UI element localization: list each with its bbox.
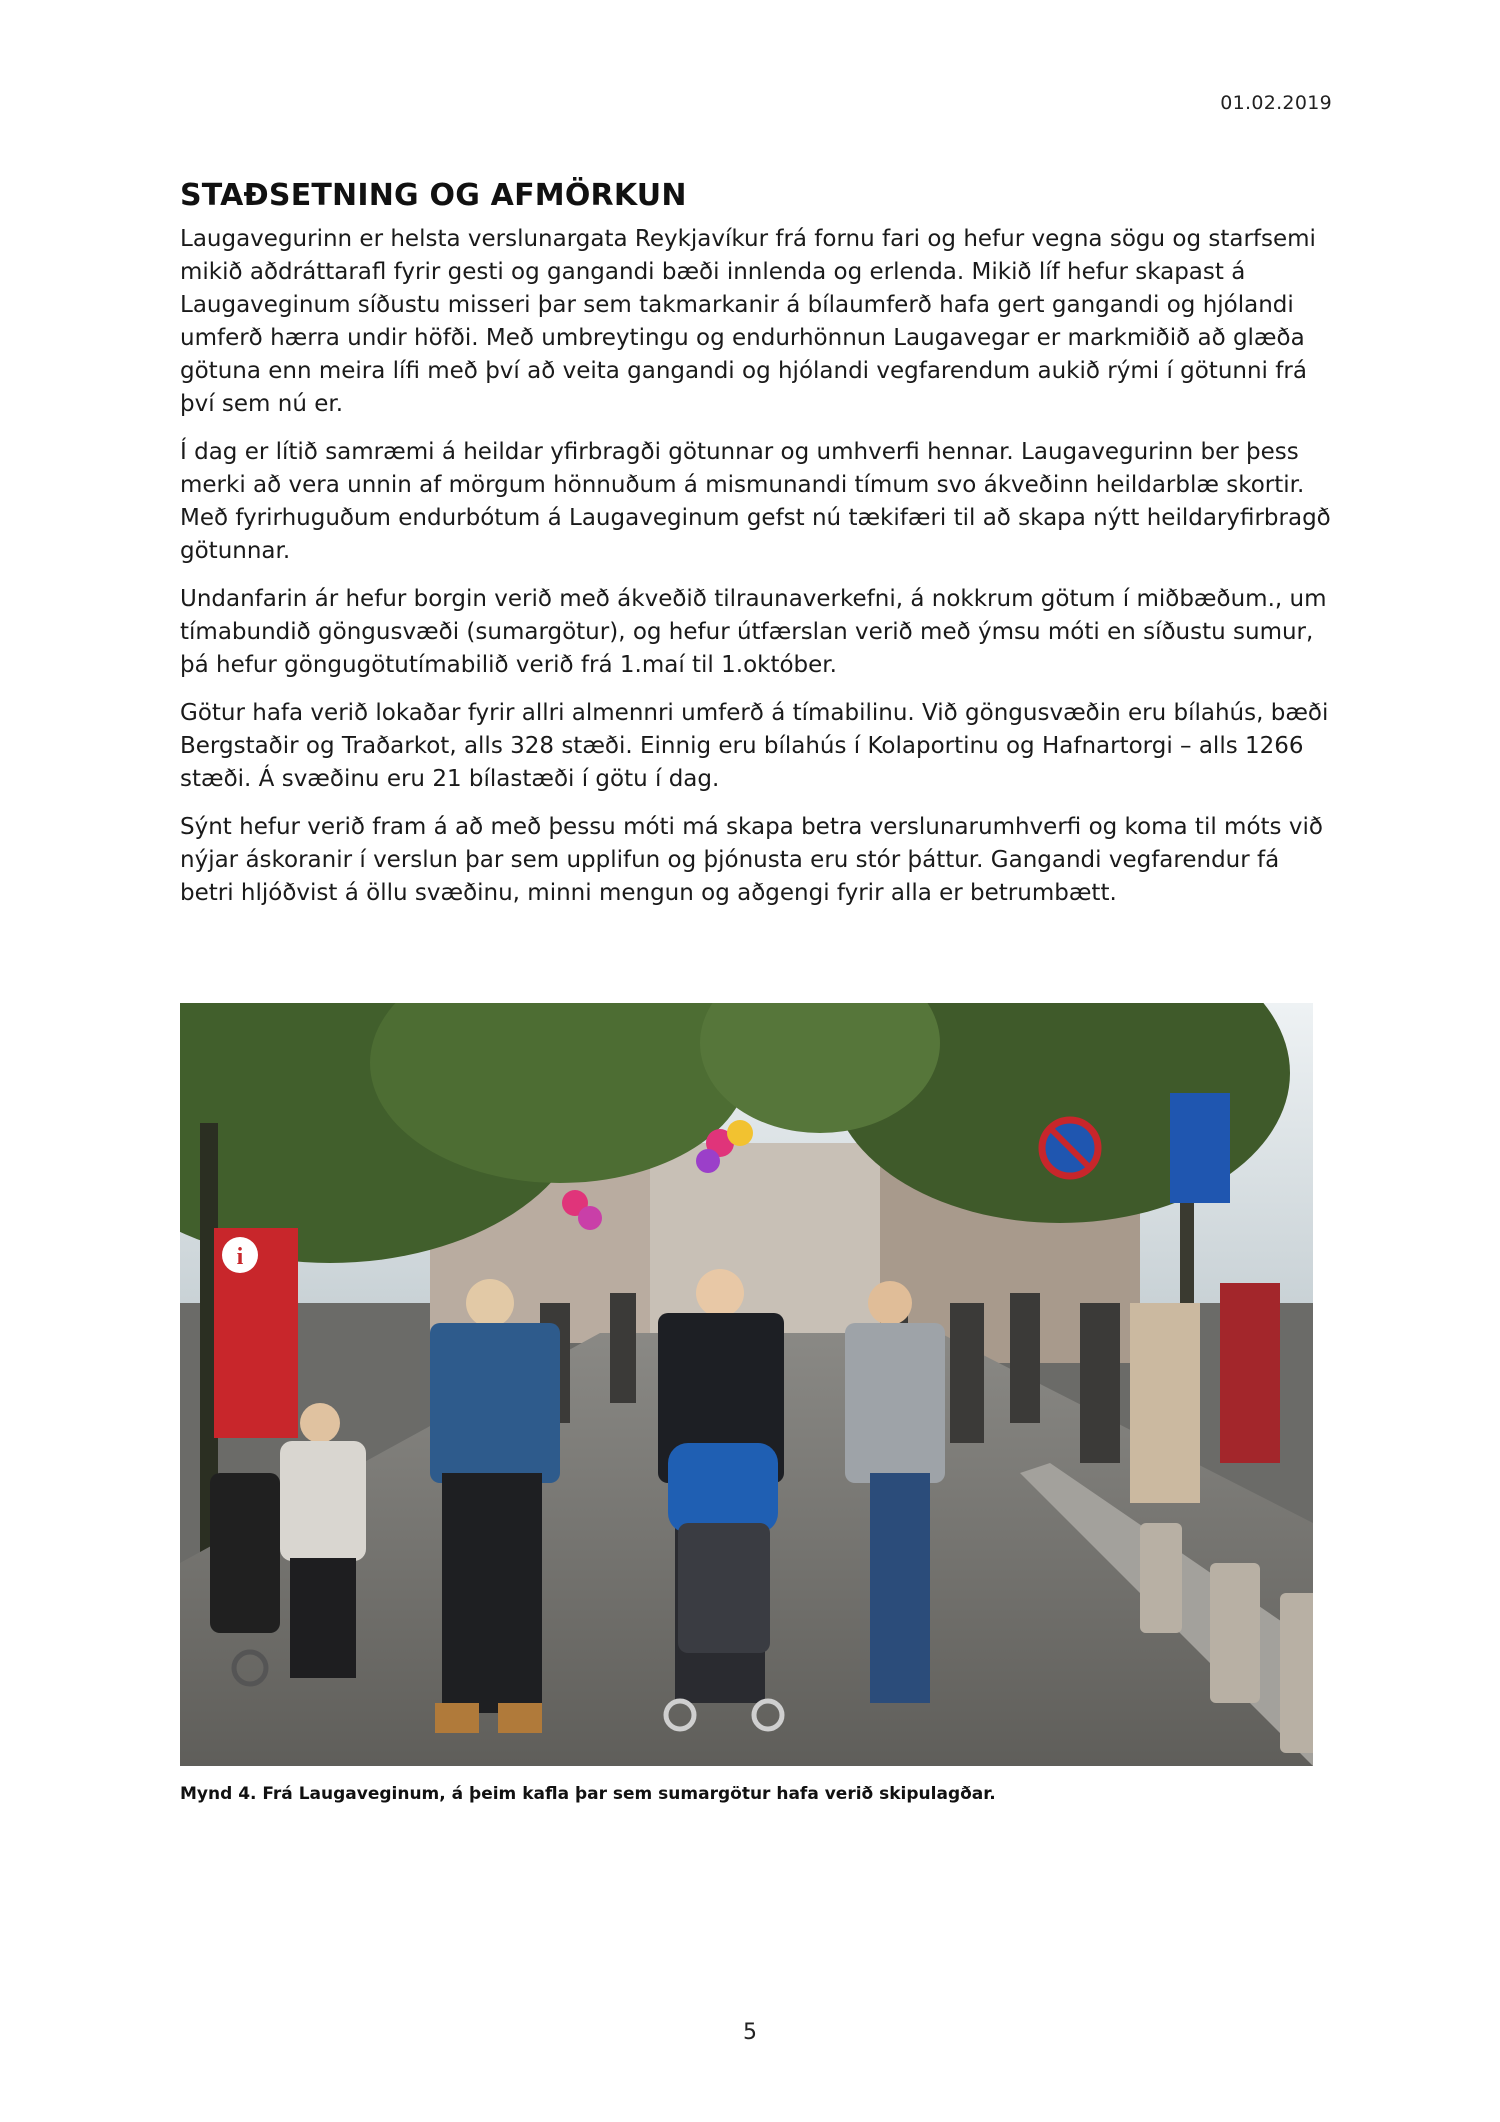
balloon xyxy=(696,1149,720,1173)
street-photo-illustration xyxy=(180,1003,1313,1766)
paragraph: Í dag er lítið samræmi á heildar yfirbragði götunnar og umhverfi hennar. Laugavegurinn ber þess merki að vera unnin af mörgum hönnuðum á mismunandi tímum svo ákveðinn heildarblæ skortir. Með fyrirhuguðum endurbótum á Laugaveginum gefst nú tækifæri til að skapa nýtt heildaryfirbragð götunnar. xyxy=(180,439,1331,564)
info-sign-letter: i xyxy=(236,1244,244,1270)
page-number: 5 xyxy=(743,2020,757,2045)
blue-sign xyxy=(1170,1093,1230,1203)
section xyxy=(180,178,1340,925)
bollard xyxy=(1280,1593,1313,1753)
paragraph: Götur hafa verið lokaðar fyrir allri almennri umferð á tímabilinu. Við göngusvæðin eru bílahús, bæði Bergstaðir og Traðarkot, alls 328 stæði. Einnig eru bílahús í Kolaportinu og Hafnartorgi – alls 1266 stæði. Á svæðinu eru 21 bílastæði í götu í dag. xyxy=(180,700,1329,792)
balloon xyxy=(578,1206,602,1230)
child xyxy=(280,1403,366,1678)
balloon xyxy=(727,1120,753,1146)
paragraph: Undanfarin ár hefur borgin verið með ákveðið tilraunaverkefni, á nokkrum götum í miðbæðum., um tímabundið göngusvæði (sumargötur), og hefur útfærslan verið með ýmsu móti en síðustu sumur, þá hefur göngugötutímabilið verið frá 1.maí til 1.október. xyxy=(180,586,1327,678)
person-beige-coat xyxy=(1130,1303,1200,1503)
bollard xyxy=(1140,1523,1182,1633)
bollard xyxy=(1210,1563,1260,1703)
paragraph: Sýnt hefur verið fram á að með þessu móti má skapa betra verslunarumhverfi og koma til móts við nýjar áskoranir í verslun þar sem upplifun og þjónusta eru stór þáttur. Gangandi vegfarendur fá betri hljóðvist á öllu svæðinu, minni mengun og aðgengi fyrir alla er betrumbætt. xyxy=(180,814,1323,906)
man-denim-jacket xyxy=(430,1279,560,1733)
person-red-jacket xyxy=(1220,1283,1280,1463)
paragraph: Laugavegurinn er helsta verslunargata Reykjavíkur frá fornu fari og hefur vegna sögu og starfsemi mikið aðdráttarafl fyrir gesti og gangandi bæði innlenda og erlenda. Mikið líf hefur skapast á Laugaveginum síðustu misseri þar sem takmarkanir á bílaumferð hafa gert gangandi og hjólandi umferð hærra undir höfði. Með umbreytingu og endurhönnun Laugavegar er markmiðið að glæða götuna enn meira lífi með því að veita gangandi og hjólandi vegfarendum aukið rými í götunni frá því sem nú er. xyxy=(180,226,1316,417)
section-title: STAÐSETNING OG AFMÖRKUN xyxy=(180,178,687,213)
street-photo xyxy=(180,1003,1313,1766)
figure-caption: Mynd 4. Frá Laugaveginum, á þeim kafla þar sem sumargötur hafa verið skipulagðar. xyxy=(180,1784,996,1804)
document-date: 01.02.2019 xyxy=(1220,92,1332,114)
